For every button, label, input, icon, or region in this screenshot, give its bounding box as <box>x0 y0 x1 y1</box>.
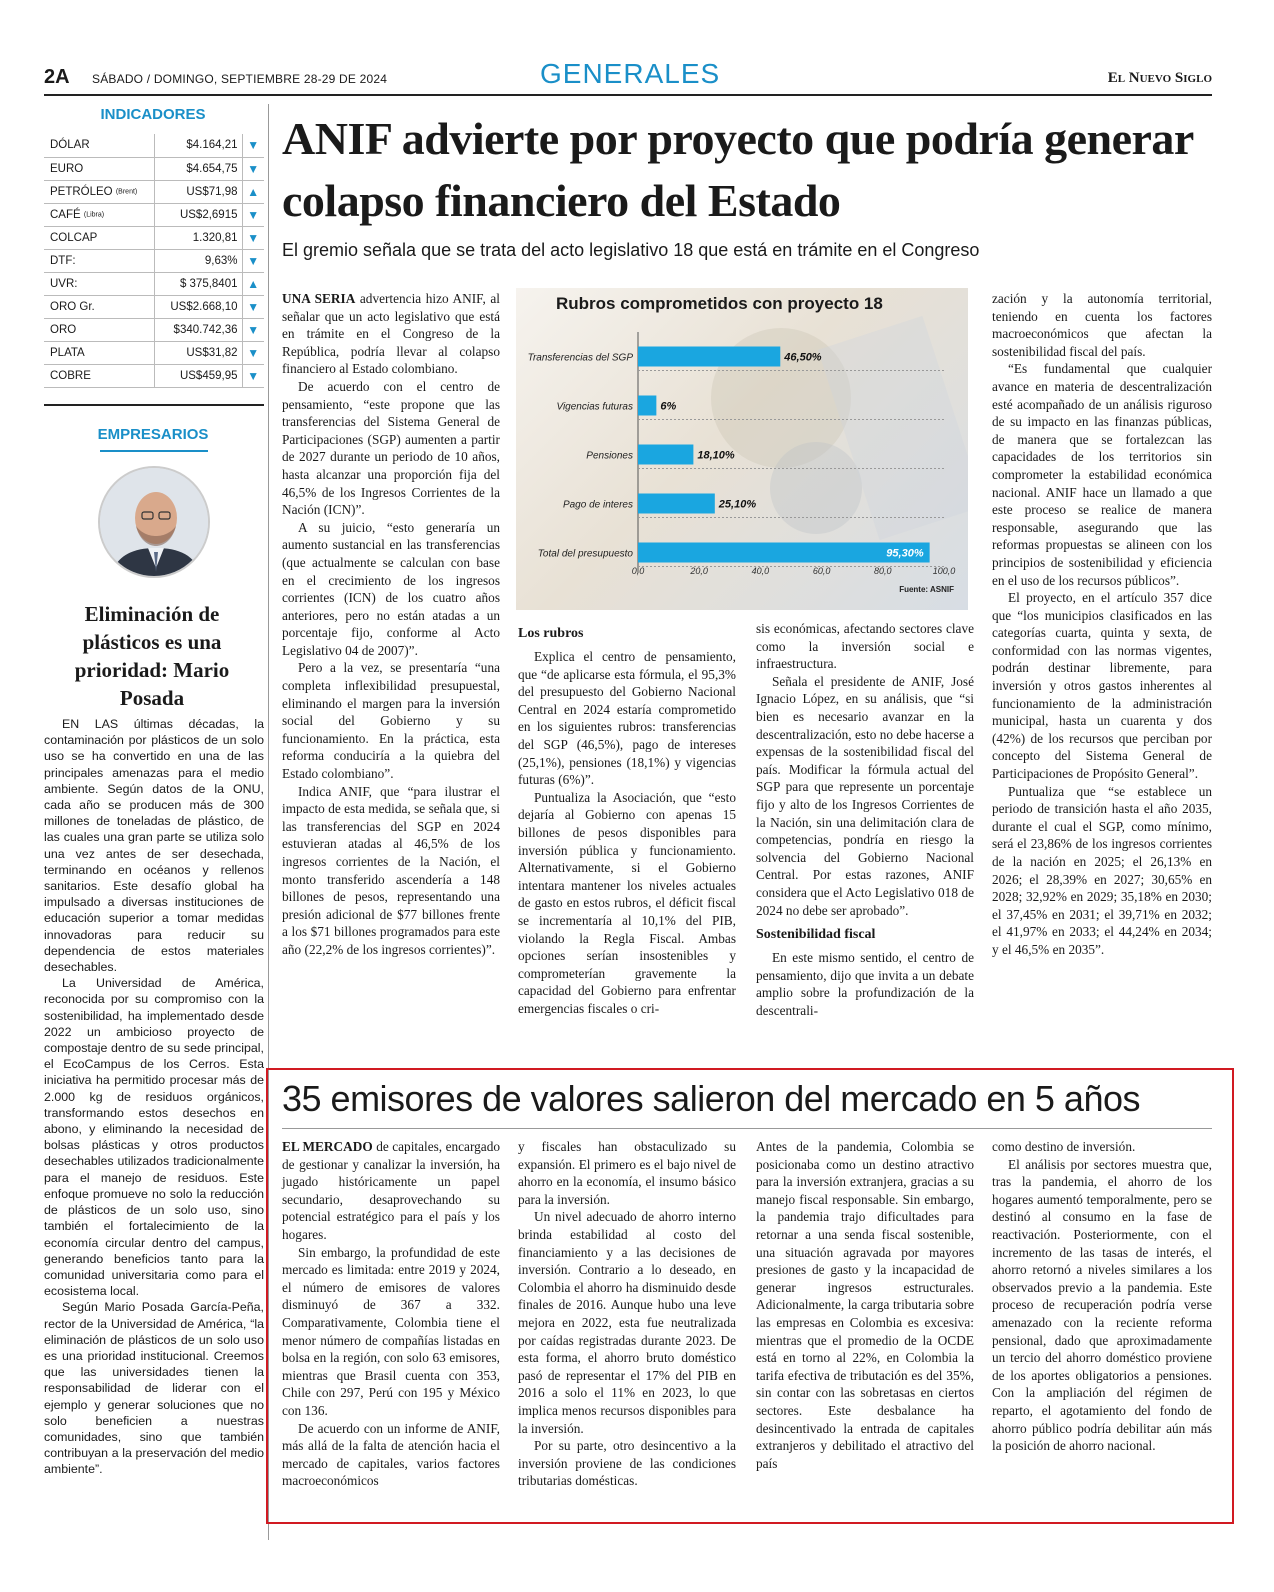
data-label: 6% <box>660 400 677 413</box>
indicator-name: PETRÓLEO (Brent) <box>44 180 154 203</box>
tick-label: 40,0 <box>751 566 770 576</box>
second-column-4 <box>992 1138 1212 1455</box>
data-label: 18,10% <box>697 449 735 462</box>
arrow-up-icon: ▲ <box>242 180 264 203</box>
arrow-down-icon: ▼ <box>242 249 264 272</box>
article-paragraph: Por su parte, otro desincentivo a la inversión proviene de las condiciones tributarias domésticas. <box>518 1438 736 1489</box>
indicator-row <box>44 318 264 341</box>
banknote-watermark <box>770 442 862 534</box>
article-paragraph: El análisis por sectores muestra que, tras la pandemia, el ahorro de los hogares aumentó temporalmente, pero se destinó al consumo en la fase de reactivación. Posteriormente, con el incremento de las tasas de interés, el ahorro retornó a niveles similares a los observados previo a la pandemia. Este proceso de recuperación podría verse amenazado con la reciente reforma pensional, dado que aproximadamente un tercio del ahorro doméstico proviene de los aportes obligatorios a pensiones. Con la ampliación del régimen de reparto, el agotamiento del fondo de ahorro público podría debilitar aún más la posición de ahorro nacional. <box>992 1156 1212 1454</box>
article-column-4 <box>992 290 1212 959</box>
chart-bar <box>638 396 656 416</box>
arrow-down-icon: ▼ <box>242 157 264 180</box>
indicator-row <box>44 226 264 249</box>
article-paragraph: “Es fundamental que cualquier avance en materia de descentralización esté acompañado de un análisis riguroso de su impacto en las finanzas públicas, de manera que se fortalezcan las capacidades de los territorios sin comprometer la estabilidad económica nacional. ANIF hace un llamado a que este proceso se realice de manera responsable, asegurando que las reformas propuestas se alineen con los principios de sostenibilidad y eficiencia en el uso de los recursos públicos”. <box>992 361 1212 588</box>
indicator-row <box>44 364 264 387</box>
arrow-down-icon: ▼ <box>242 226 264 249</box>
second-headline: 35 emisores de valores salieron del mercado en 5 años <box>282 1078 1140 1119</box>
indicator-row <box>44 203 264 226</box>
indicator-name: ORO <box>44 318 154 341</box>
section-title: GENERALES <box>540 58 721 89</box>
indicator-value: US$71,98 <box>154 180 242 203</box>
sidebar-headline: Eliminación de plásticos es una prioridad: Mario Posada <box>74 602 230 710</box>
subheading: Los rubros <box>518 626 584 641</box>
article-paragraph: Un nivel adecuado de ahorro interno brinda estabilidad al costo del financiamiento y a las decisiones de inversión. Contrario a lo deseado, en Colombia el ahorro ha disminuido desde finales de 2016. Aunque hubo una leve mejora en 2022, esta fue neutralizada por caídas registradas durante 2023. De esta forma, el ahorro bruto doméstico pasó de representar el 17% del PIB en 2016 a solo el 11% en 2023, lo que implica menos recursos disponibles para la inversión. <box>518 1209 736 1436</box>
indicator-row <box>44 295 264 318</box>
header-rule <box>44 94 1212 96</box>
article-paragraph: De acuerdo con un informe de ANIF, más allá de la falta de atención hacia el mercado de capitales, varios factores macroeconómicos <box>282 1420 500 1489</box>
indicator-name: DTF: <box>44 249 154 272</box>
indicator-row <box>44 180 264 203</box>
sidebar-paragraph: EN LAS últimas décadas, la contaminación por plásticos de un solo uso se ha convertido en una de las principales amenazas para el medio ambiente. Según datos de la ONU, cada año se producen más de 300 millones de toneladas de plástico, de las cuales una gran parte se utiliza solo una vez antes de ser desechada, terminando en océanos y rellenos sanitarios. Este desafío global ha impulsado a diversas instituciones de educación superior a tomar medidas innovadoras para reducir su dependencia de estos materiales desechables. <box>44 717 264 975</box>
indicator-value: 9,63% <box>154 249 242 272</box>
article-paragraph: Pero a la vez, se presentaría “una completa inflexibilidad presupuestal, eliminando el margen para la inversión social del Gobierno y su funcionamiento. En la práctica, esta reforma conduciría a la quiebra del Estado colombiano”. <box>282 660 500 782</box>
article-paragraph: En este mismo sentido, el centro de pensamiento, dijo que invita a un debate amplio sobre la profundización de la descentrali- <box>756 950 974 1018</box>
article-paragraph: y fiscales han obstaculizado su expansión. El primero es el bajo nivel de ahorro en la economía, el insumo básico para la inversión. <box>518 1139 736 1207</box>
sidebar-body <box>44 716 264 1478</box>
arrow-down-icon: ▼ <box>242 364 264 387</box>
indicators-title: INDICADORES <box>100 106 206 123</box>
indicators-table <box>44 134 264 388</box>
indicator-name: PLATA <box>44 341 154 364</box>
article-paragraph: EL MERCADO de capitales, encargado de gestionar y canalizar la inversión, ha jugado históricamente un papel secundario, desaprovechando su potencial estratégico para el país y los hogares. <box>282 1139 500 1242</box>
category-label: Transferencias del SGP <box>527 352 633 364</box>
portrait-icon <box>100 468 210 578</box>
arrow-down-icon: ▼ <box>242 341 264 364</box>
chart-plot <box>516 288 968 610</box>
empresarios-underline <box>100 450 208 452</box>
indicator-value: US$31,82 <box>154 341 242 364</box>
main-subtitle: El gremio señala que se trata del acto legislativo 18 que está en trámite en el Congreso <box>282 240 980 260</box>
issue-date: SÁBADO / DOMINGO, SEPTIEMBRE 28-29 DE 2024 <box>92 72 388 86</box>
chart-bar <box>638 347 780 367</box>
indicator-value: US$459,95 <box>154 364 242 387</box>
arrow-down-icon: ▼ <box>242 295 264 318</box>
indicator-name: CAFÉ (Libra) <box>44 203 154 226</box>
article-paragraph: UNA SERIA advertencia hizo ANIF, al señalar que un acto legislativo que está en trámite en el Congreso de la República, podría llevar al colapso financiero al Estado colombiano. <box>282 291 500 377</box>
arrow-down-icon: ▼ <box>242 318 264 341</box>
sidebar-paragraph: Según Mario Posada García-Peña, rector de la Universidad de América, “la eliminación de plásticos de un solo uso es una prioridad institucional. Creemos que las universidades tienen la responsabilidad de liderar con el ejemplo y generar soluciones que no solo beneficien a nuestras comunidades, sino que también contribuyan a la preservación del medio ambiente”. <box>44 1300 264 1477</box>
second-column-2 <box>518 1138 736 1490</box>
data-label: 95,30% <box>886 547 924 560</box>
lead-in: EL MERCADO <box>282 1139 373 1154</box>
second-column-1 <box>282 1138 500 1490</box>
indicator-row <box>44 134 264 157</box>
sidebar-paragraph: La Universidad de América, reconocida por su compromiso con la sostenibilidad, ha implementado desde 2022 un ambicioso proyecto de compostaje dentro de su sede principal, el EcoCampus de los Cerros. Esta iniciativa ha permitido procesar más de 2.000 kg de residuos orgánicos, transformando estos desechos en abono, y eliminando la necesidad de bolsas plásticas y otros productos desechables utilizados tradicionalmente para el manejo de residuos. Este enfoque promueve no solo la reducción de plásticos de un solo uso, sino también el fortalecimiento de la economía circular dentro del campus, generando beneficios tanto para la comunidad universitaria como para el ecosistema local. <box>44 976 264 1299</box>
arrow-down-icon: ▼ <box>242 134 264 157</box>
indicators-rule <box>44 404 264 406</box>
category-label: Total del presupuesto <box>537 548 633 560</box>
second-column-3 <box>756 1138 974 1472</box>
article-paragraph: Sin embargo, la profundidad de este mercado es limitada: entre 2019 y 2024, el número de emisores de valores disminuyó de 367 a 332. Comparativamente, Colombia tiene el menor número de compañías listadas en bolsa en la región, con solo 63 emisores, mientras que Brasil cuenta con 353, Chile con 297, Perú con 195 y México con 136. <box>282 1244 500 1418</box>
tick-label: 20,0 <box>690 566 708 576</box>
page-number: 2A <box>44 66 70 88</box>
article-paragraph: El proyecto, en el artículo 357 dice que “los municipios clasificados en las categorías cuarta, quinta y sexta, de conformidad con las normas vigentes, podrán destinar libremente, para inversión y otros gastos inherentes al funcionamiento de la administración municipal, hasta un cuarenta y dos (42%) de los recursos que perciban por concepto del Sistema General de Participaciones de Propósito General”. <box>992 590 1212 782</box>
tick-label: 100,0 <box>932 566 956 576</box>
article-column-2 <box>518 618 736 1017</box>
indicator-value: US$2.668,10 <box>154 295 242 318</box>
arrow-down-icon: ▼ <box>242 203 264 226</box>
tick-label: 60,0 <box>812 566 831 576</box>
indicator-row <box>44 272 264 295</box>
article-paragraph: como destino de inversión. <box>992 1139 1136 1154</box>
tick-label: 0,0 <box>631 566 645 576</box>
indicator-name: ORO Gr. <box>44 295 154 318</box>
chart-title: Rubros comprometidos con proyecto 18 <box>556 294 883 313</box>
article-paragraph: Explica el centro de pensamiento, que “de aplicarse esta fórmula, el 95,3% del presupuesto del Gobierno Nacional Central en 2024 estaría comprometido en los siguientes rubros: transferencias del SGP (46,5%), pago de intereses (25,1%), pensiones (18,1%) y vigencias futuras (6%)”. <box>518 649 736 788</box>
newspaper-brand: El Nuevo Siglo <box>1107 70 1212 86</box>
category-label: Pensiones <box>586 450 633 462</box>
article-column-1 <box>282 290 500 959</box>
data-label: 46,50% <box>784 351 822 364</box>
article-paragraph: Antes de la pandemia, Colombia se posicionaba como un destino atractivo para la inversión extranjera, gracias a su manejo fiscal responsable. Sin embargo, la pandemia trajo dificultades para retornar a una senda fiscal sostenible, una situación agravada por mayores presiones de gasto y la incapacidad de generar ingresos estructurales. Adicionalmente, la carga tributaria sobre las empresas en Colombia es excesiva: mientras que el promedio de la OCDE está en torno al 22%, en Colombia la tarifa efectiva de tributación es del 35%, sin contar con las sobretasas en ciertos sectores. Este desbalance ha desincentivado la entrada de capitales extranjeros y debilitado el atractivo del país <box>756 1139 974 1471</box>
indicator-name: EURO <box>44 157 154 180</box>
article-column-3 <box>756 620 974 1019</box>
indicator-name: COLCAP <box>44 226 154 249</box>
chart-bar <box>638 445 693 465</box>
data-label: 25,10% <box>718 498 757 511</box>
indicator-row <box>44 249 264 272</box>
indicator-value: $4.164,21 <box>154 134 242 157</box>
main-headline: ANIF advierte por proyecto que podría generar colapso financiero del Estado <box>282 113 1194 226</box>
article-paragraph: sis económicas, afectando sectores clave como la inversión social e infraestructura. <box>756 621 974 672</box>
indicator-value: 1.320,81 <box>154 226 242 249</box>
article-paragraph: zación y la autonomía territorial, teniendo en cuenta los factores macroeconómicos que afectan la sostenibilidad fiscal del país. <box>992 291 1212 359</box>
lead-in: UNA SERIA <box>282 291 356 306</box>
indicator-row <box>44 341 264 364</box>
chart-source: Fuente: ASNIF <box>899 585 954 594</box>
second-headline-rule <box>282 1128 1212 1129</box>
tick-label: 80,0 <box>874 566 892 576</box>
indicator-name: UVR: <box>44 272 154 295</box>
article-paragraph: Indica ANIF, que “para ilustrar el impacto de esta medida, se señala que, si las transferencias del SGP en 2024 estuvieran atadas al 46,5% de los ingresos corrientes de la Nación, el monto transferido ascendería a 148 billones de pesos, representando una presión adicional de $77 billones frente a los $71 billones programados para este año (22,2% de los ingresos corrientes)”. <box>282 783 500 957</box>
indicator-value: US$2,6915 <box>154 203 242 226</box>
article-paragraph: Señala el presidente de ANIF, José Ignacio López, en su análisis, que “si bien es necesario avanzar en la descentralización, esto no debe hacerse a expensas de la sostenibilidad fiscal del país. Modificar la fórmula actual del SGP para que represente un porcentaje fijo y alto de los Ingresos Corrientes de la Nación, sin una delimitación clara de competencias, pondría en riesgo la solvencia del Gobierno Nacional Central. Por estas razones, ANIF considera que el Acto Legislativo 018 de 2024 no debe ser aprobado”. <box>756 673 974 918</box>
budget-chart <box>516 288 968 610</box>
article-paragraph: De acuerdo con el centro de pensamiento, “este propone que las transferencias del Sistema General de Participaciones (SGP) aumenten a partir de 2027 durante un periodo de 10 años, hasta alcanzar una proporción fija del 46,5% de los Ingresos Corrientes de la Nación (ICN)”. <box>282 378 500 518</box>
portrait-photo <box>98 466 210 578</box>
article-paragraph: Puntualiza que “se establece un periodo de transición hasta el año 2035, durante el cual el SGP, como mínimo, será el 23,86% de los ingresos corrientes de la nación en 2025; el 26,13% en 2026; el 28,39% en 2027; 30,65% en 2028; 32,92% en 2029; 35,18% en 2030; el 37,45% en 2031; el 39,71% en 2032; el 41,97% en 2033; el 44,24% en 2034; y el 46,5% en 2035”. <box>992 783 1212 957</box>
indicator-value: $340.742,36 <box>154 318 242 341</box>
indicator-row <box>44 157 264 180</box>
indicator-value: $4.654,75 <box>154 157 242 180</box>
empresarios-title: EMPRESARIOS <box>97 426 209 443</box>
category-label: Vigencias futuras <box>556 401 633 413</box>
indicator-value: $ 375,8401 <box>154 272 242 295</box>
article-paragraph: A su juicio, “esto generaría un aumento sustancial en las transferencias (que actualmente se calculan con base en el crecimiento de los ingresos corrientes (ICN) de los cuatro años anteriores, pero no están atadas a un porcentaje fijo, conforme al Acto Legislativo 04 de 2007)”. <box>282 519 500 658</box>
indicator-name: DÓLAR <box>44 134 154 157</box>
category-label: Pago de interes <box>562 499 633 511</box>
chart-bar <box>638 494 715 514</box>
arrow-up-icon: ▲ <box>242 272 264 295</box>
indicator-name: COBRE <box>44 364 154 387</box>
subheading: Sostenibilidad fiscal <box>756 927 876 943</box>
article-paragraph: Puntualiza la Asociación, que “esto dejaría al Gobierno con apenas 15 billones de pesos disponibles para inversión pública y funcionamiento. Alternativamente, si el Gobierno intentara mantener los niveles actuales de gasto en estos rubros, el déficit fiscal se incrementaría al 10,1% del PIB, violando la Regla Fiscal. Ambas opciones serían insostenibles y comprometerían gravemente la capacidad del Gobierno para enfrentar emergencias fiscales o cri- <box>518 789 736 1016</box>
